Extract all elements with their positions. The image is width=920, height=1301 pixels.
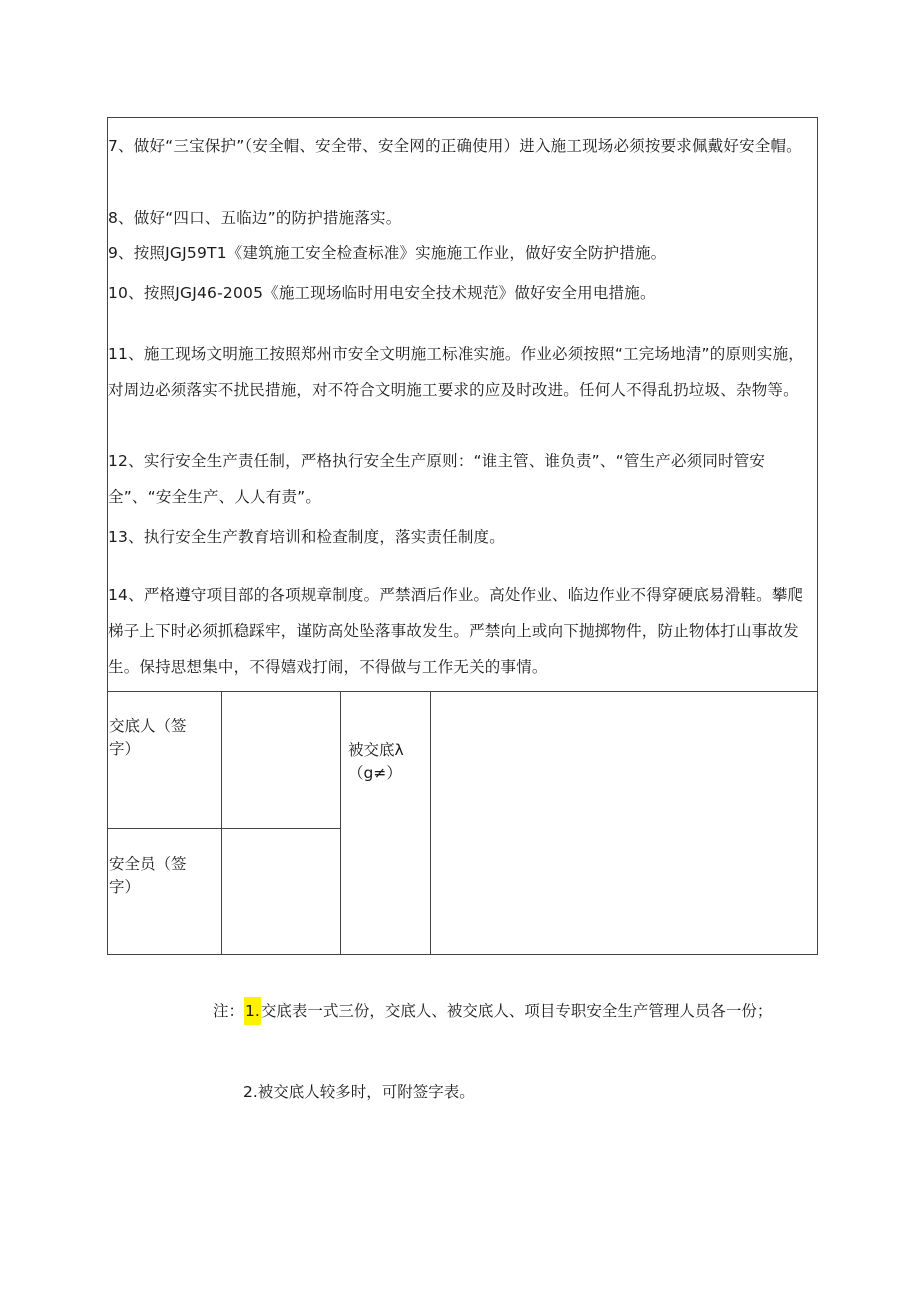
note-1-text: 交底表一式三份，交底人、被交底人、项目专职安全生产管理人员各一份； [260, 1002, 773, 1020]
clause-8: 8、做好“四口、五临边”的防护措施落实。 [108, 209, 402, 227]
clause-9: 9、按照JGJ59T1《建筑施工安全检查标准》实施施工作业，做好安全防护措施。 [108, 244, 667, 262]
note-prefix: 注： [213, 1002, 245, 1020]
safety-officer-signature-label: 安全员（签字） [109, 855, 187, 896]
recipient-signature-label: 被交底λ（g≠） [348, 741, 404, 782]
signature-section [108, 691, 817, 954]
clause-14: 14、严格遵守项目部的各项规章制度。严禁酒后作业。高处作业、临边作业不得穿硬底易滑鞋。攀爬梯子上下时必须抓稳踩牢，谨防高处坠落事故发生。严禁向上或向下抛掷物件，防止物体打山事故发生。保持思想集中，不得嬉戏打闹，不得做与工作无关的事情。 [108, 586, 804, 676]
recipient-signature-field[interactable] [431, 691, 817, 954]
disclosure-table [107, 117, 818, 955]
clause-12: 12、实行安全生产责任制，严格执行安全生产原则：“谁主管、谁负责”、“管生产必须同时管安全”、“安全生产、人人有责”。 [108, 452, 766, 506]
note-1 [213, 997, 793, 1025]
safety-officer-signature-field[interactable] [222, 829, 340, 954]
clause-13: 13、执行安全生产教育培训和检查制度，落实责任制度。 [108, 528, 505, 546]
discloser-signature-field[interactable] [222, 691, 340, 828]
column-divider [340, 691, 341, 954]
clause-10: 10、按照JGJ46-2005《施工现场临时用电安全技术规范》做好安全用电措施。 [108, 284, 656, 302]
discloser-signature-label: 交底人（签字） [109, 717, 187, 758]
note-2: 2.被交底人较多时，可附签字表。 [243, 1083, 475, 1101]
clause-7: 7、做好“三宝保护”（安全帽、安全带、安全网的正确使用）进入施工现场必须按要求佩戴好安全帽。 [108, 137, 802, 155]
clause-11: 11、施工现场文明施工按照郑州市安全文明施工标准实施。作业必须按照“工完场地清”的原则实施，对周边必须落实不扰民措施，对不符合文明施工要求的应及时改进。任何人不得乱扔垃圾、杂物等。 [108, 345, 804, 399]
note-1-number: 1. [244, 997, 261, 1025]
safety-clauses-cell [108, 118, 817, 692]
